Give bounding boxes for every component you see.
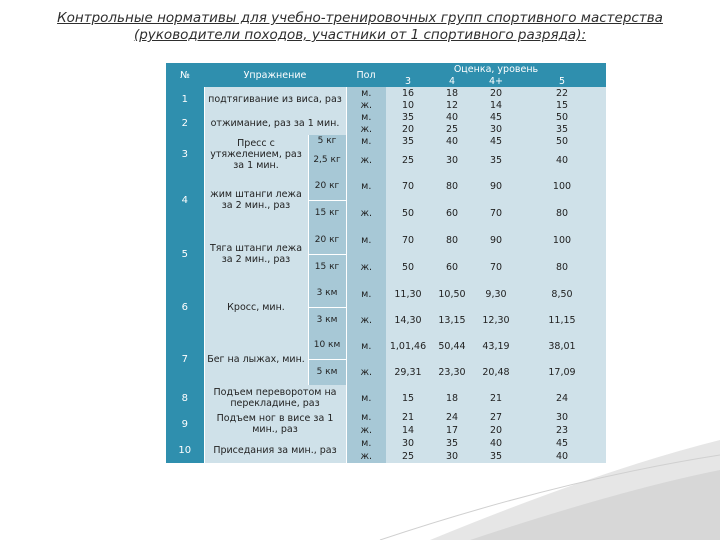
sex-cell: ж. xyxy=(346,450,386,463)
grade-4-value: 60 xyxy=(430,254,474,281)
grade-3-value: 70 xyxy=(386,173,430,200)
sex-cell: м. xyxy=(346,173,386,200)
grade-4plus-value: 21 xyxy=(474,385,518,411)
exercise-name: Кросс, мин. xyxy=(204,281,308,333)
sex-cell: ж. xyxy=(346,200,386,227)
grade-4plus-value: 90 xyxy=(474,227,518,254)
row-number: 10 xyxy=(166,437,204,463)
grade-5-value: 40 xyxy=(518,450,606,463)
grade-4plus-value: 20,48 xyxy=(474,359,518,385)
grade-3-value: 10 xyxy=(386,99,430,111)
exercise-name: отжимание, раз за 1 мин. xyxy=(204,111,346,135)
row-number: 1 xyxy=(166,87,204,111)
grade-4-value: 80 xyxy=(430,173,474,200)
grade-4plus-value: 45 xyxy=(474,135,518,147)
grade-4-value: 80 xyxy=(430,227,474,254)
grade-3-value: 29,31 xyxy=(386,359,430,385)
grade-4plus-value: 27 xyxy=(474,411,518,424)
grade-3-value: 21 xyxy=(386,411,430,424)
load-cell: 5 кг xyxy=(308,135,346,147)
header-exercise: Упражнение xyxy=(204,63,346,87)
sex-cell: м. xyxy=(346,411,386,424)
sex-cell: м. xyxy=(346,281,386,307)
grade-3-value: 35 xyxy=(386,135,430,147)
grade-3-value: 50 xyxy=(386,254,430,281)
exercise-name: подтягивание из виса, раз xyxy=(204,87,346,111)
table-row xyxy=(166,281,606,307)
grade-3-value: 1,01,46 xyxy=(386,333,430,359)
table-row xyxy=(166,135,606,147)
load-cell: 3 км xyxy=(308,307,346,333)
sex-cell: м. xyxy=(346,437,386,450)
grade-4plus-value: 43,19 xyxy=(474,333,518,359)
page-title xyxy=(0,10,720,44)
grade-3-value: 14 xyxy=(386,424,430,437)
sex-cell: ж. xyxy=(346,359,386,385)
row-number: 4 xyxy=(166,173,204,227)
exercise-name: Бег на лыжах, мин. xyxy=(204,333,308,385)
grade-4plus-value: 45 xyxy=(474,111,518,123)
header-grade-4: 4 xyxy=(430,75,474,87)
grade-4-value: 10,50 xyxy=(430,281,474,307)
grade-5-value: 100 xyxy=(518,227,606,254)
exercise-name: Тяга штанги лежа за 2 мин., раз xyxy=(204,227,308,281)
sex-cell: м. xyxy=(346,385,386,411)
grade-4-value: 60 xyxy=(430,200,474,227)
grade-3-value: 15 xyxy=(386,385,430,411)
grade-4plus-value: 90 xyxy=(474,173,518,200)
sex-cell: ж. xyxy=(346,99,386,111)
load-cell: 20 кг xyxy=(308,227,346,254)
sex-cell: м. xyxy=(346,111,386,123)
exercise-name: жим штанги лежа за 2 мин., раз xyxy=(204,173,308,227)
grade-5-value: 80 xyxy=(518,254,606,281)
load-cell: 15 кг xyxy=(308,200,346,227)
sex-cell: ж. xyxy=(346,424,386,437)
grade-3-value: 35 xyxy=(386,111,430,123)
grade-4-value: 50,44 xyxy=(430,333,474,359)
sex-cell: м. xyxy=(346,227,386,254)
grade-5-value: 22 xyxy=(518,87,606,99)
grade-4-value: 40 xyxy=(430,135,474,147)
grade-4-value: 18 xyxy=(430,385,474,411)
row-number: 7 xyxy=(166,333,204,385)
table-row xyxy=(166,227,606,254)
grade-4-value: 25 xyxy=(430,123,474,135)
header-grade-4plus: 4+ xyxy=(474,75,518,87)
row-number: 2 xyxy=(166,111,204,135)
table-row xyxy=(166,87,606,99)
row-number: 3 xyxy=(166,135,204,173)
table-row xyxy=(166,333,606,359)
grade-5-value: 30 xyxy=(518,411,606,424)
row-number: 5 xyxy=(166,227,204,281)
sex-cell: м. xyxy=(346,135,386,147)
grade-4plus-value: 9,30 xyxy=(474,281,518,307)
grade-5-value: 8,50 xyxy=(518,281,606,307)
grade-4plus-value: 40 xyxy=(474,437,518,450)
row-number: 6 xyxy=(166,281,204,333)
header-grade-3: 3 xyxy=(386,75,430,87)
grade-4-value: 30 xyxy=(430,450,474,463)
sex-cell: ж. xyxy=(346,307,386,333)
sex-cell: м. xyxy=(346,333,386,359)
grade-4-value: 24 xyxy=(430,411,474,424)
load-cell: 5 км xyxy=(308,359,346,385)
grade-4plus-value: 20 xyxy=(474,87,518,99)
row-number: 9 xyxy=(166,411,204,437)
grade-5-value: 11,15 xyxy=(518,307,606,333)
grade-4plus-value: 20 xyxy=(474,424,518,437)
grade-4-value: 40 xyxy=(430,111,474,123)
header-grade-title: Оценка, уровень xyxy=(386,63,606,75)
grade-3-value: 25 xyxy=(386,450,430,463)
exercise-name: Пресс с утяжелением, раз за 1 мин. xyxy=(204,135,308,173)
header-sex: Пол xyxy=(346,63,386,87)
grade-4-value: 17 xyxy=(430,424,474,437)
title-line-2: (руководители походов, участники от 1 спортивного разряда): xyxy=(133,27,587,43)
grade-4-value: 30 xyxy=(430,147,474,173)
grade-4-value: 23,30 xyxy=(430,359,474,385)
grade-4plus-value: 35 xyxy=(474,450,518,463)
grade-5-value: 100 xyxy=(518,173,606,200)
grade-4-value: 13,15 xyxy=(430,307,474,333)
exercise-name: Подъем переворотом на перекладине, раз xyxy=(204,385,346,411)
exercise-name: Подъем ног в висе за 1 мин., раз xyxy=(204,411,346,437)
load-cell: 2,5 кг xyxy=(308,147,346,173)
load-cell: 15 кг xyxy=(308,254,346,281)
sex-cell: м. xyxy=(346,87,386,99)
load-cell: 20 кг xyxy=(308,173,346,200)
table-row xyxy=(166,385,606,411)
grade-5-value: 23 xyxy=(518,424,606,437)
grade-5-value: 24 xyxy=(518,385,606,411)
load-cell: 10 км xyxy=(308,333,346,359)
grade-3-value: 11,30 xyxy=(386,281,430,307)
title-line-1: Контрольные нормативы для учебно-тренировочных групп спортивного мастерства xyxy=(57,10,663,26)
grade-4plus-value: 14 xyxy=(474,99,518,111)
grade-5-value: 80 xyxy=(518,200,606,227)
grade-3-value: 16 xyxy=(386,87,430,99)
row-number: 8 xyxy=(166,385,204,411)
sex-cell: ж. xyxy=(346,254,386,281)
grade-5-value: 38,01 xyxy=(518,333,606,359)
table-row xyxy=(166,411,606,424)
grade-5-value: 50 xyxy=(518,111,606,123)
grade-4-value: 35 xyxy=(430,437,474,450)
header-num: № xyxy=(166,63,204,87)
grade-4plus-value: 70 xyxy=(474,254,518,281)
grade-3-value: 20 xyxy=(386,123,430,135)
grade-3-value: 25 xyxy=(386,147,430,173)
grade-4plus-value: 70 xyxy=(474,200,518,227)
grade-4plus-value: 12,30 xyxy=(474,307,518,333)
grade-3-value: 70 xyxy=(386,227,430,254)
grade-4-value: 12 xyxy=(430,99,474,111)
grade-3-value: 50 xyxy=(386,200,430,227)
grade-5-value: 35 xyxy=(518,123,606,135)
grade-5-value: 50 xyxy=(518,135,606,147)
grade-5-value: 40 xyxy=(518,147,606,173)
grade-5-value: 17,09 xyxy=(518,359,606,385)
header-grade-5: 5 xyxy=(518,75,606,87)
exercise-name: Приседания за мин., раз xyxy=(204,437,346,463)
sex-cell: ж. xyxy=(346,147,386,173)
grade-4-value: 18 xyxy=(430,87,474,99)
grade-4plus-value: 30 xyxy=(474,123,518,135)
norms-table xyxy=(166,63,606,463)
grade-4plus-value: 35 xyxy=(474,147,518,173)
sex-cell: ж. xyxy=(346,123,386,135)
grade-3-value: 14,30 xyxy=(386,307,430,333)
table-row xyxy=(166,437,606,450)
grade-3-value: 30 xyxy=(386,437,430,450)
table-row xyxy=(166,111,606,123)
grade-5-value: 15 xyxy=(518,99,606,111)
grade-5-value: 45 xyxy=(518,437,606,450)
table-row xyxy=(166,173,606,200)
load-cell: 3 км xyxy=(308,281,346,307)
